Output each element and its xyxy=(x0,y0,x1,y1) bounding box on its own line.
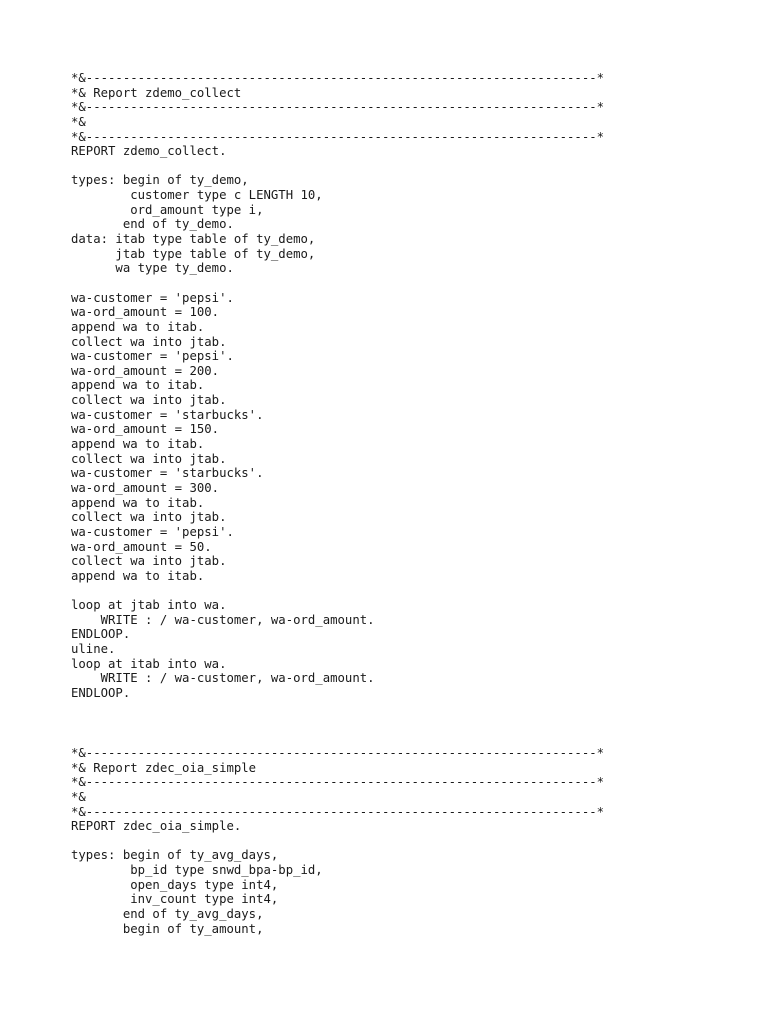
code-line xyxy=(71,159,604,174)
code-line: loop at jtab into wa. xyxy=(71,598,227,613)
code-line: begin of ty_amount, xyxy=(71,921,264,936)
code-line: *& xyxy=(71,114,86,129)
code-line: append wa to itab. xyxy=(71,495,205,510)
code-line: wa-customer = 'pepsi'. xyxy=(71,349,234,364)
code-line: loop at itab into wa. xyxy=(71,656,227,671)
code-line: *&---------------------------------------------------------------------* xyxy=(71,804,605,819)
code-line: *& Report zdec_oia_simple xyxy=(71,760,257,775)
code-line: *&---------------------------------------------------------------------* xyxy=(71,746,605,760)
code-line: *&---------------------------------------------------------------------* xyxy=(71,775,605,790)
code-block-zdec-oia-simple xyxy=(71,746,604,936)
code-line: wa-customer = 'pepsi'. xyxy=(71,290,234,305)
code-line: inv_count type int4, xyxy=(71,892,279,907)
code-line: WRITE : / wa-customer, wa-ord_amount. xyxy=(71,671,375,686)
code-line: end of ty_demo. xyxy=(71,217,234,232)
code-line: ENDLOOP. xyxy=(71,627,131,642)
code-line: wa type ty_demo. xyxy=(71,261,234,276)
code-line: customer type c LENGTH 10, xyxy=(71,188,323,203)
code-line: types: begin of ty_demo, xyxy=(71,173,249,188)
code-line: ord_amount type i, xyxy=(71,202,264,217)
code-line: end of ty_avg_days, xyxy=(71,907,264,922)
code-line xyxy=(71,583,604,598)
code-line: collect wa into jtab. xyxy=(71,510,227,525)
code-line: append wa to itab. xyxy=(71,319,205,334)
code-line: wa-ord_amount = 150. xyxy=(71,422,220,437)
code-line: collect wa into jtab. xyxy=(71,554,227,569)
code-line: *&---------------------------------------------------------------------* xyxy=(71,100,605,115)
code-line: REPORT zdemo_collect. xyxy=(71,144,227,159)
code-line: wa-ord_amount = 100. xyxy=(71,305,220,320)
code-line: append wa to itab. xyxy=(71,378,205,393)
code-line: WRITE : / wa-customer, wa-ord_amount. xyxy=(71,612,375,627)
code-block-zdemo-collect xyxy=(71,71,604,701)
code-line xyxy=(71,834,604,849)
code-line: append wa to itab. xyxy=(71,568,205,583)
code-line: wa-customer = 'starbucks'. xyxy=(71,407,264,422)
code-line: collect wa into jtab. xyxy=(71,334,227,349)
code-line: jtab type table of ty_demo, xyxy=(71,246,316,261)
code-line: ENDLOOP. xyxy=(71,685,131,700)
code-line: wa-ord_amount = 50. xyxy=(71,539,212,554)
code-line: types: begin of ty_avg_days, xyxy=(71,848,279,863)
code-line: REPORT zdec_oia_simple. xyxy=(71,819,242,834)
code-line: *&---------------------------------------------------------------------* xyxy=(71,71,605,85)
code-line: append wa to itab. xyxy=(71,437,205,452)
code-line: *& Report zdemo_collect xyxy=(71,85,242,100)
code-line: *&---------------------------------------------------------------------* xyxy=(71,129,605,144)
code-line: data: itab type table of ty_demo, xyxy=(71,232,316,247)
code-line: wa-customer = 'pepsi'. xyxy=(71,524,234,539)
code-line: *& xyxy=(71,789,86,804)
code-line: collect wa into jtab. xyxy=(71,451,227,466)
code-line: wa-ord_amount = 200. xyxy=(71,363,220,378)
code-line xyxy=(71,276,604,291)
code-line: wa-customer = 'starbucks'. xyxy=(71,466,264,481)
code-line: open_days type int4, xyxy=(71,877,279,892)
code-line: collect wa into jtab. xyxy=(71,393,227,408)
code-line: wa-ord_amount = 300. xyxy=(71,480,220,495)
code-line: uline. xyxy=(71,641,116,656)
code-line: bp_id type snwd_bpa-bp_id, xyxy=(71,863,323,878)
